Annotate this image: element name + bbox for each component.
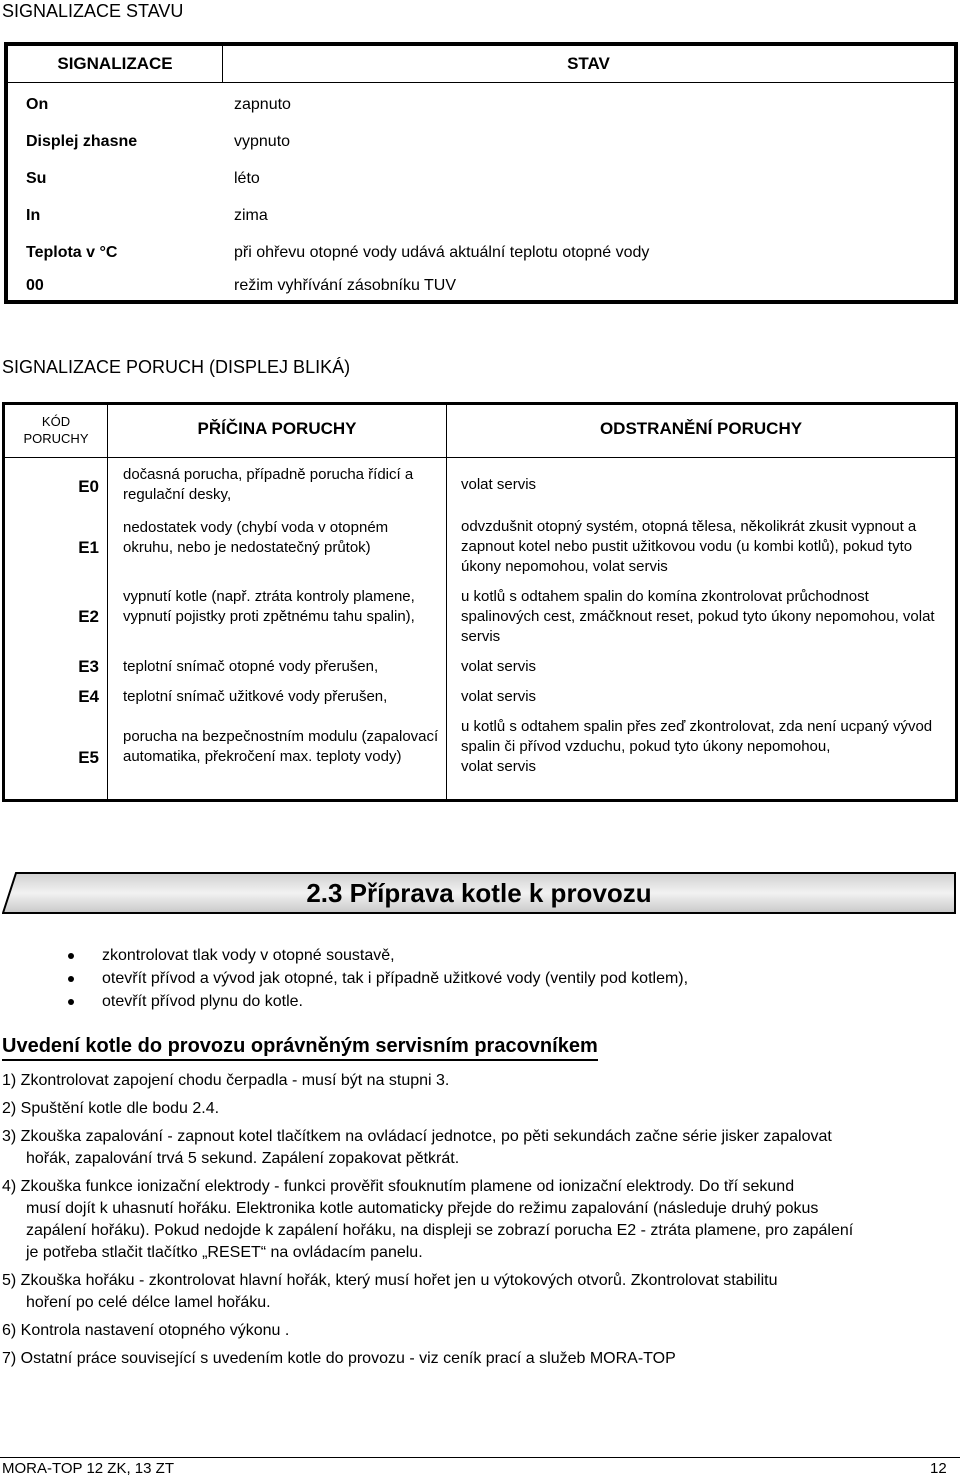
status-col-signal-header: SIGNALIZACE — [57, 54, 173, 73]
status-table-header — [8, 46, 954, 83]
state-cell: léto — [234, 170, 260, 187]
fault-code: E0 — [78, 477, 99, 496]
faults-heading: SIGNALIZACE PORUCH (DISPLEJ BLIKÁ) — [2, 357, 351, 377]
status-heading: SIGNALIZACE STAVU — [2, 1, 184, 21]
step-1: 1) Zkontrolovat zapojení chodu čerpadla - musí být na stupni 3. — [2, 1072, 450, 1089]
table-row — [8, 160, 954, 197]
footer-model: MORA-TOP 12 ZK, 13 ZT — [2, 1460, 174, 1477]
bullet-icon — [68, 953, 74, 959]
step-3: 3) Zkouška zapalování - zapnout kotel tlačítkem na ovládací jednotce, po pěti sekundách začne série jisker zapalovat hořák, zapalování trvá 5 sekund. Zapálení zopakovat pětkrát. — [2, 1128, 832, 1167]
state-cell: vypnuto — [234, 133, 291, 150]
section-banner — [2, 872, 956, 914]
fault-code: E3 — [78, 657, 99, 676]
state-cell: zapnuto — [234, 96, 291, 113]
step-7: 7) Ostatní práce související s uvedením kotle do provozu - viz ceník prací a služeb MORA-TOP — [2, 1350, 676, 1367]
step-4: 4) Zkouška funkce ionizační elektrody - funkci prověřit sfouknutím plamene od ionizační elektrody. Do tří sekund musí dojít k uhasnutí hořáku. Elektronika kotle automaticky přejde do režimu zapalování (následuje druhý pokus zapálení hořáku). Pokud nedojde k zapálení hořáku, na displeji se zobrazí porucha E2 - ztráta plamene, pro zapálení je potřeba stlačit tlačítko „RESET“ na ovládacím panelu. — [2, 1178, 854, 1261]
step-5: 5) Zkouška hořáku - zkontrolovat hlavní hořák, který musí hořet jen u výtokových otvorů. Zkontrolovat stabilitu hoření po celé délce lamel hořáku. — [2, 1272, 778, 1311]
fault-fix: u kotlů s odtahem spalin do komína zkontrolovat průchodnost spalinových cest, zmáčknout reset, pokud tyto úkony nepomohou, volat servis — [461, 588, 935, 645]
fault-code: E4 — [78, 687, 99, 706]
state-cell: režim vyhřívání zásobníku TUV — [234, 277, 457, 294]
fault-fix: volat servis — [461, 688, 537, 705]
table-row — [8, 234, 954, 271]
fault-fix: u kotlů s odtahem spalin přes zeď zkontrolovat, zda není ucpaný vývod spalin či přívod vzduchu, pokud tyto úkony nepomohou, volat servis — [461, 718, 933, 775]
table-row — [8, 86, 954, 123]
table-row — [8, 267, 954, 304]
table-row — [8, 123, 954, 160]
status-table — [4, 42, 958, 304]
fault-cause: teplotní snímač užitkové vody přerušen, — [123, 688, 388, 705]
page-number: 12 — [930, 1460, 947, 1477]
signal-cell: Teplota v °C — [26, 244, 118, 261]
footer-divider — [0, 1457, 960, 1458]
subheading: Uvedení kotle do provozu oprávněným servisním pracovníkem — [2, 1034, 598, 1061]
steps-list — [2, 1070, 952, 1370]
step-6: 6) Kontrola nastavení otopného výkonu . — [2, 1322, 290, 1339]
signal-cell: On — [26, 96, 49, 113]
fault-code: E1 — [78, 538, 99, 557]
fault-code: E2 — [78, 607, 99, 626]
signal-cell: 00 — [26, 277, 44, 294]
bullet-icon — [68, 999, 74, 1005]
fault-cause: teplotní snímač otopné vody přerušen, — [123, 658, 379, 675]
fault-cause: nedostatek vody (chybí voda v otopném okruhu, nebo je nedostatečný průtok) — [123, 519, 389, 556]
fault-cause: porucha na bezpečnostním modulu (zapalovací automatika, překročení max. teploty vody) — [123, 728, 439, 765]
fault-col-code-header: KÓD PORUCHY — [23, 414, 89, 446]
fault-fix: volat servis — [461, 476, 537, 493]
status-col-state-header: STAV — [567, 54, 610, 73]
fault-table — [2, 402, 958, 802]
signal-cell: Su — [26, 170, 47, 187]
bullet-icon — [68, 976, 74, 982]
signal-cell: In — [26, 207, 41, 224]
table-row — [8, 197, 954, 234]
section-title: 2.3 Příprava kotle k provozu — [306, 878, 652, 908]
fault-fix: odvzdušnit otopný systém, otopná tělesa, několikrát zkusit vypnout a zapnout kotel nebo pustit užitkovou vodu (u kombi kotlů), pokud tyto úkony nepomohou, volat servis — [461, 518, 917, 575]
fault-cause: vypnutí kotle (např. ztráta kontroly plamene, vypnutí pojistky proti zpětnému tahu spalin), — [123, 588, 415, 625]
fault-fix: volat servis — [461, 658, 537, 675]
state-cell: při ohřevu otopné vody udává aktuální teplotu otopné vody — [234, 244, 650, 261]
fault-col-fix-header: ODSTRANĚNÍ PORUCHY — [599, 419, 803, 438]
state-cell: zima — [234, 207, 268, 224]
step-2: 2) Spuštění kotle dle bodu 2.4. — [2, 1100, 220, 1117]
fault-cause: dočasná porucha, případně porucha řídicí a regulační desky, — [123, 466, 414, 503]
fault-code: E5 — [78, 748, 99, 767]
signal-cell: Displej zhasne — [26, 133, 138, 150]
fault-col-cause-header: PŘÍČINA PORUCHY — [197, 419, 357, 438]
